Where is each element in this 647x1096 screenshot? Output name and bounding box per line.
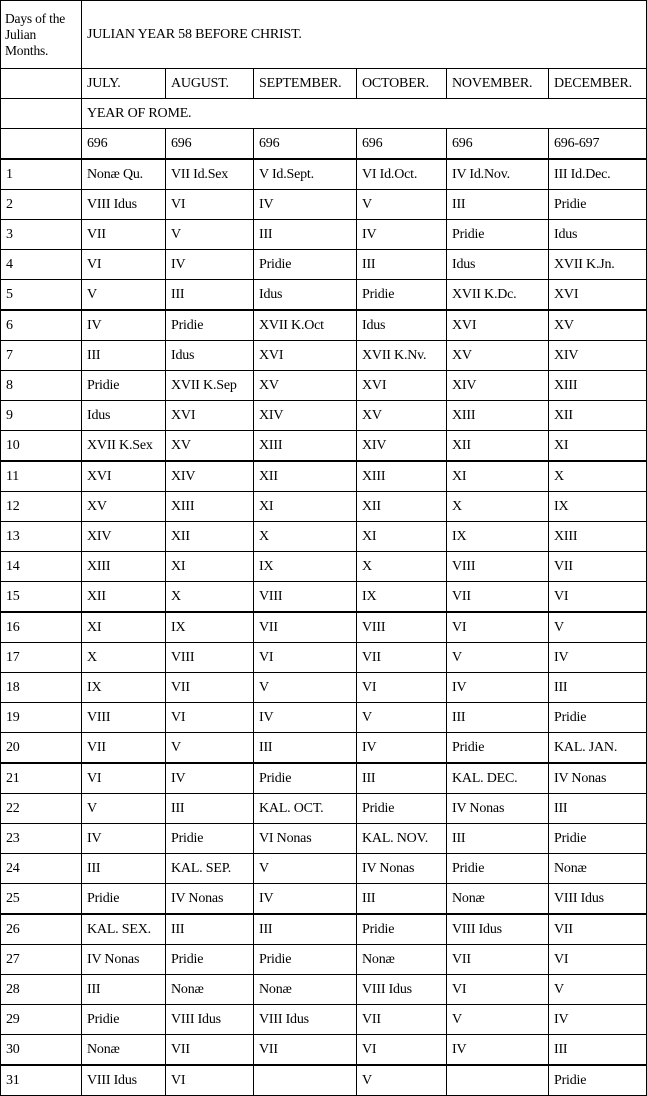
roman-date-cell: IV	[357, 220, 447, 250]
roman-date-cell: Pridie	[447, 733, 549, 764]
roman-date-cell: XIII	[254, 431, 357, 462]
roman-date-cell: XIII	[549, 371, 647, 401]
day-row	[1, 673, 647, 703]
roman-date-cell: V	[166, 220, 254, 250]
roman-date-cell: XV	[82, 492, 166, 522]
roman-date-cell: XVII K.Sex	[82, 431, 166, 462]
day-number: 22	[1, 794, 82, 824]
roman-date-cell: IX	[82, 673, 166, 703]
day-number: 30	[1, 1035, 82, 1066]
roman-date-cell: XVI	[549, 280, 647, 311]
day-row	[1, 733, 647, 764]
roman-date-cell: XIII	[549, 522, 647, 552]
roman-date-cell: X	[254, 522, 357, 552]
roman-date-cell: III	[254, 733, 357, 764]
day-row	[1, 190, 647, 220]
roman-date-cell: VII	[357, 643, 447, 673]
day-row	[1, 945, 647, 975]
day-number: 28	[1, 975, 82, 1005]
roman-date-cell: VII	[166, 1035, 254, 1066]
roman-date-cell: X	[82, 643, 166, 673]
roman-date-cell: III	[549, 673, 647, 703]
roman-date-cell: XVI	[447, 310, 549, 341]
roman-date-cell: Pridie	[254, 945, 357, 975]
roman-date-cell: X	[447, 492, 549, 522]
roman-date-cell: V	[357, 703, 447, 733]
day-row	[1, 763, 647, 794]
roman-date-cell: VIII Idus	[447, 914, 549, 945]
roman-date-cell: Pridie	[82, 1005, 166, 1035]
roman-date-cell: VI	[357, 1035, 447, 1066]
day-row	[1, 884, 647, 915]
roman-date-cell: V	[549, 975, 647, 1005]
table-title: JULIAN YEAR 58 BEFORE CHRIST.	[82, 1, 647, 69]
roman-date-cell: XIV	[549, 341, 647, 371]
roman-date-cell: XVI	[357, 371, 447, 401]
roman-date-cell: IV	[357, 733, 447, 764]
roman-date-cell: IV	[549, 643, 647, 673]
roman-date-cell: III	[254, 220, 357, 250]
day-row	[1, 552, 647, 582]
roman-date-cell: IX	[549, 492, 647, 522]
roman-date-cell: III	[549, 794, 647, 824]
day-number: 11	[1, 461, 82, 492]
day-row	[1, 703, 647, 733]
roman-date-cell: VIII Idus	[82, 1065, 166, 1096]
day-number: 27	[1, 945, 82, 975]
day-row	[1, 159, 647, 190]
day-number: 18	[1, 673, 82, 703]
roman-date-cell: Idus	[447, 250, 549, 280]
day-number: 15	[1, 582, 82, 613]
roman-date-cell: XIV	[166, 461, 254, 492]
roman-date-cell: VIII	[166, 643, 254, 673]
rome-year: 696	[447, 129, 549, 160]
day-row	[1, 431, 647, 462]
roman-date-cell: V	[82, 280, 166, 311]
roman-date-cell: Idus	[357, 310, 447, 341]
day-number: 12	[1, 492, 82, 522]
roman-date-cell: XIII	[166, 492, 254, 522]
roman-date-cell: Idus	[549, 220, 647, 250]
day-number: 21	[1, 763, 82, 794]
rome-label: YEAR OF ROME.	[82, 99, 647, 129]
day-row	[1, 794, 647, 824]
roman-date-cell: Idus	[254, 280, 357, 311]
month-header: DECEMBER.	[549, 69, 647, 99]
roman-date-cell: VII	[82, 220, 166, 250]
roman-date-cell: IV	[254, 884, 357, 915]
roman-date-cell: VI	[549, 582, 647, 613]
roman-date-cell: IV Nonas	[447, 794, 549, 824]
day-row	[1, 371, 647, 401]
roman-date-cell: XII	[447, 431, 549, 462]
rome-years-row	[1, 129, 647, 160]
roman-date-cell: VI	[166, 190, 254, 220]
roman-date-cell: KAL. DEC.	[447, 763, 549, 794]
roman-date-cell: VI	[447, 612, 549, 643]
day-row	[1, 1035, 647, 1066]
day-row	[1, 975, 647, 1005]
roman-date-cell: XVII K.Oct	[254, 310, 357, 341]
roman-date-cell: Nonæ	[254, 975, 357, 1005]
roman-date-cell: XI	[549, 431, 647, 462]
roman-date-cell: Pridie	[254, 763, 357, 794]
roman-date-cell: Nonæ	[447, 884, 549, 915]
roman-date-cell: V	[549, 612, 647, 643]
roman-date-cell: IX	[254, 552, 357, 582]
month-header: SEPTEMBER.	[254, 69, 357, 99]
day-row	[1, 310, 647, 341]
roman-date-cell: Pridie	[549, 824, 647, 854]
roman-date-cell: VII	[447, 582, 549, 613]
roman-date-cell: VIII	[82, 703, 166, 733]
roman-date-cell: VII	[254, 612, 357, 643]
roman-date-cell: VII	[357, 1005, 447, 1035]
roman-date-cell: IV Id.Nov.	[447, 159, 549, 190]
roman-date-cell: XVI	[82, 461, 166, 492]
roman-date-cell: IV	[549, 1005, 647, 1035]
roman-date-cell: V	[166, 733, 254, 764]
roman-date-cell: IV	[166, 250, 254, 280]
day-number: 20	[1, 733, 82, 764]
roman-date-cell: XI	[357, 522, 447, 552]
roman-date-cell: VI	[82, 250, 166, 280]
roman-date-cell: X	[549, 461, 647, 492]
roman-date-cell: IV	[166, 763, 254, 794]
roman-date-cell: Nonæ Qu.	[82, 159, 166, 190]
roman-date-cell: VII	[549, 914, 647, 945]
roman-date-cell: VI	[166, 703, 254, 733]
corner-label: Days of the Julian Months.	[1, 1, 82, 69]
roman-date-cell: XIV	[357, 431, 447, 462]
roman-date-cell: XII	[166, 522, 254, 552]
day-number: 6	[1, 310, 82, 341]
roman-date-cell: XII	[357, 492, 447, 522]
roman-date-cell: VI	[447, 975, 549, 1005]
day-row	[1, 401, 647, 431]
day-number: 5	[1, 280, 82, 311]
day-row	[1, 914, 647, 945]
day-row	[1, 643, 647, 673]
roman-date-cell: III	[447, 703, 549, 733]
roman-date-cell: XVI	[254, 341, 357, 371]
roman-date-cell: Pridie	[549, 703, 647, 733]
roman-date-cell: VIII	[254, 582, 357, 613]
roman-date-cell: XV	[549, 310, 647, 341]
roman-date-cell: XIV	[447, 371, 549, 401]
roman-date-cell: IV	[447, 1035, 549, 1066]
day-number: 31	[1, 1065, 82, 1096]
rome-year: 696	[254, 129, 357, 160]
rome-label-row	[1, 99, 647, 129]
day-number: 2	[1, 190, 82, 220]
roman-date-cell: V	[82, 794, 166, 824]
roman-date-cell: V	[357, 190, 447, 220]
day-number: 4	[1, 250, 82, 280]
roman-date-cell: IV Nonas	[166, 884, 254, 915]
roman-date-cell: IV	[447, 673, 549, 703]
roman-date-cell: IV	[82, 824, 166, 854]
roman-date-cell: Pridie	[357, 794, 447, 824]
day-number: 8	[1, 371, 82, 401]
roman-date-cell: X	[166, 582, 254, 613]
month-header: OCTOBER.	[357, 69, 447, 99]
roman-date-cell: III	[254, 914, 357, 945]
day-number: 14	[1, 552, 82, 582]
roman-date-cell: IV	[254, 190, 357, 220]
roman-date-cell: KAL. SEP.	[166, 854, 254, 884]
roman-date-cell: VII	[166, 673, 254, 703]
roman-date-cell: XV	[166, 431, 254, 462]
blank-cell	[1, 69, 82, 99]
roman-date-cell: VI Nonas	[254, 824, 357, 854]
months-row	[1, 69, 647, 99]
roman-date-cell: XIII	[357, 461, 447, 492]
roman-date-cell: Pridie	[166, 824, 254, 854]
roman-date-cell: XVII K.Sep	[166, 371, 254, 401]
roman-date-cell: XIV	[82, 522, 166, 552]
roman-date-cell: VI	[166, 1065, 254, 1096]
roman-date-cell: Idus	[166, 341, 254, 371]
roman-date-cell: KAL. JAN.	[549, 733, 647, 764]
day-number: 19	[1, 703, 82, 733]
roman-date-cell: V	[447, 1005, 549, 1035]
roman-date-cell: Nonæ	[166, 975, 254, 1005]
roman-date-cell: VIII Idus	[82, 190, 166, 220]
day-row	[1, 1065, 647, 1096]
day-number: 10	[1, 431, 82, 462]
roman-date-cell: VI	[357, 673, 447, 703]
roman-date-cell: Nonæ	[549, 854, 647, 884]
roman-date-cell: XI	[447, 461, 549, 492]
roman-date-cell: X	[357, 552, 447, 582]
roman-date-cell: III	[357, 884, 447, 915]
day-row	[1, 461, 647, 492]
roman-date-cell: Pridie	[82, 884, 166, 915]
roman-date-cell: Pridie	[82, 371, 166, 401]
roman-date-cell: Pridie	[549, 190, 647, 220]
roman-date-cell: KAL. OCT.	[254, 794, 357, 824]
month-header: NOVEMBER.	[447, 69, 549, 99]
roman-date-cell: XVI	[166, 401, 254, 431]
roman-date-cell	[254, 1065, 357, 1096]
title-row	[1, 1, 647, 69]
roman-date-cell: Pridie	[166, 945, 254, 975]
roman-date-cell: V	[254, 673, 357, 703]
roman-date-cell: Pridie	[549, 1065, 647, 1096]
roman-date-cell: XVII K.Dc.	[447, 280, 549, 311]
roman-date-cell: Nonæ	[357, 945, 447, 975]
day-number: 16	[1, 612, 82, 643]
roman-date-cell: VII	[254, 1035, 357, 1066]
roman-date-cell: VIII Idus	[357, 975, 447, 1005]
roman-date-cell: III	[549, 1035, 647, 1066]
roman-date-cell: XV	[357, 401, 447, 431]
roman-date-cell: VII Id.Sex	[166, 159, 254, 190]
roman-date-cell: V Id.Sept.	[254, 159, 357, 190]
roman-date-cell: IX	[447, 522, 549, 552]
roman-date-cell: KAL. NOV.	[357, 824, 447, 854]
roman-date-cell: III	[357, 763, 447, 794]
day-number: 26	[1, 914, 82, 945]
roman-date-cell: VIII	[357, 612, 447, 643]
roman-date-cell: Pridie	[447, 854, 549, 884]
roman-date-cell: IX	[357, 582, 447, 613]
roman-date-cell: XI	[82, 612, 166, 643]
day-number: 1	[1, 159, 82, 190]
day-number: 13	[1, 522, 82, 552]
table-body	[1, 1, 647, 1096]
roman-date-cell: XII	[254, 461, 357, 492]
roman-date-cell: VI	[549, 945, 647, 975]
roman-date-cell: XIII	[82, 552, 166, 582]
roman-date-cell: Pridie	[357, 280, 447, 311]
roman-date-cell: XIII	[447, 401, 549, 431]
roman-date-cell: VI	[254, 643, 357, 673]
rome-year: 696	[357, 129, 447, 160]
roman-date-cell: III	[166, 280, 254, 311]
roman-date-cell: Pridie	[166, 310, 254, 341]
roman-date-cell: VII	[549, 552, 647, 582]
roman-date-cell: III	[82, 341, 166, 371]
blank-cell	[1, 99, 82, 129]
day-row	[1, 1005, 647, 1035]
roman-date-cell: XV	[447, 341, 549, 371]
roman-date-cell: VI	[82, 763, 166, 794]
roman-date-cell: Pridie	[447, 220, 549, 250]
blank-cell	[1, 129, 82, 160]
roman-date-cell: III	[166, 794, 254, 824]
roman-date-cell: V	[254, 854, 357, 884]
day-number: 7	[1, 341, 82, 371]
roman-date-cell: VIII Idus	[254, 1005, 357, 1035]
rome-year: 696	[82, 129, 166, 160]
day-row	[1, 582, 647, 613]
roman-date-cell: IV Nonas	[549, 763, 647, 794]
roman-date-cell: VI Id.Oct.	[357, 159, 447, 190]
roman-date-cell: III	[447, 824, 549, 854]
roman-date-cell: VII	[82, 733, 166, 764]
day-row	[1, 824, 647, 854]
roman-date-cell: IV Nonas	[82, 945, 166, 975]
roman-date-cell: XI	[254, 492, 357, 522]
roman-date-cell: XV	[254, 371, 357, 401]
roman-date-cell: III	[447, 190, 549, 220]
day-row	[1, 280, 647, 311]
roman-date-cell: XVII K.Jn.	[549, 250, 647, 280]
month-header: JULY.	[82, 69, 166, 99]
day-row	[1, 522, 647, 552]
roman-date-cell: III	[82, 854, 166, 884]
roman-date-cell: KAL. SEX.	[82, 914, 166, 945]
roman-date-cell: XIV	[254, 401, 357, 431]
roman-date-cell: V	[447, 643, 549, 673]
roman-date-cell: III	[166, 914, 254, 945]
roman-date-cell: VIII Idus	[549, 884, 647, 915]
roman-date-cell: IX	[166, 612, 254, 643]
roman-date-cell: VII	[447, 945, 549, 975]
day-row	[1, 250, 647, 280]
roman-date-cell: XI	[166, 552, 254, 582]
day-number: 3	[1, 220, 82, 250]
roman-date-cell: III	[82, 975, 166, 1005]
rome-year: 696	[166, 129, 254, 160]
day-row	[1, 854, 647, 884]
roman-date-cell: XVII K.Nv.	[357, 341, 447, 371]
day-number: 29	[1, 1005, 82, 1035]
day-number: 24	[1, 854, 82, 884]
roman-date-cell: Pridie	[357, 914, 447, 945]
roman-date-cell: III	[357, 250, 447, 280]
day-number: 25	[1, 884, 82, 915]
roman-date-cell: Idus	[82, 401, 166, 431]
roman-date-cell: XII	[82, 582, 166, 613]
roman-date-cell: IV	[82, 310, 166, 341]
day-number: 9	[1, 401, 82, 431]
rome-year: 696-697	[549, 129, 647, 160]
day-row	[1, 220, 647, 250]
roman-date-cell: V	[357, 1065, 447, 1096]
roman-date-cell: VIII Idus	[166, 1005, 254, 1035]
roman-date-cell: III Id.Dec.	[549, 159, 647, 190]
day-number: 17	[1, 643, 82, 673]
roman-date-cell: XII	[549, 401, 647, 431]
roman-date-cell: IV Nonas	[357, 854, 447, 884]
day-number: 23	[1, 824, 82, 854]
month-header: AUGUST.	[166, 69, 254, 99]
roman-date-cell: IV	[254, 703, 357, 733]
roman-date-cell	[447, 1065, 549, 1096]
roman-date-cell: Pridie	[254, 250, 357, 280]
day-row	[1, 492, 647, 522]
roman-date-cell: Nonæ	[82, 1035, 166, 1066]
day-row	[1, 612, 647, 643]
roman-date-cell: VIII	[447, 552, 549, 582]
day-row	[1, 341, 647, 371]
